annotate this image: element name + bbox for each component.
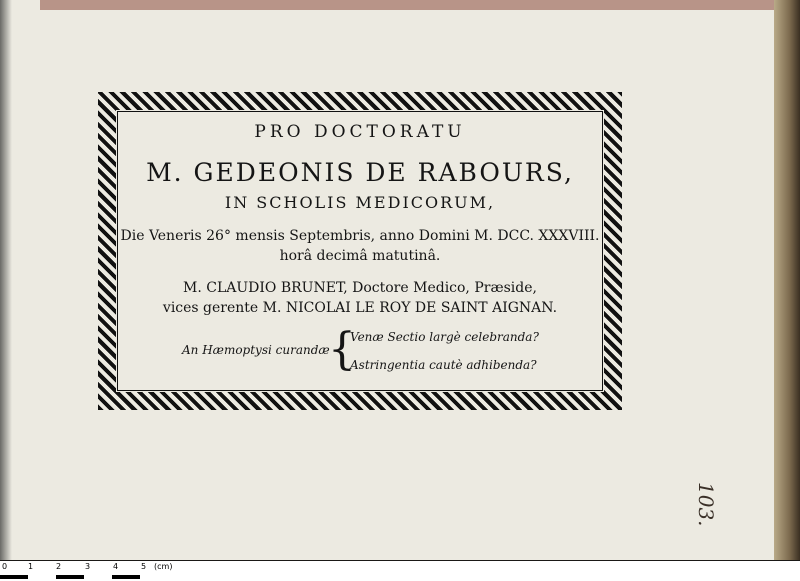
- ruler-label: 4: [113, 562, 119, 571]
- thesis-question: An Hæmoptysi curandæ: [182, 343, 330, 357]
- hour-line: horâ decimâ matutinâ.: [279, 248, 441, 264]
- school-line: IN SCHOLIS MEDICORUM,: [224, 193, 496, 212]
- thesis-option-1: Venæ Sectio largè celebranda?: [350, 330, 539, 344]
- page-top-edge: [40, 0, 780, 10]
- ruler-unit: (cm): [154, 562, 173, 571]
- ruler-label: 5: [141, 562, 147, 571]
- thesis-option-2: Astringentia cautè adhibenda?: [350, 358, 537, 372]
- candidate-name: M. GEDEONIS DE RABOURS,: [146, 158, 574, 187]
- president-line: M. CLAUDIO BRUNET, Doctore Medico, Præside,: [183, 280, 537, 296]
- page-number: 103.: [694, 482, 718, 527]
- book-edge: [774, 0, 800, 560]
- heading: PRO DOCTORATU: [254, 122, 466, 142]
- ruler-label: 3: [85, 562, 91, 571]
- brace-icon: {: [328, 324, 356, 375]
- date-line: Die Veneris 26° mensis Septembris, anno Domini M. DCC. XXXVIII.: [120, 228, 600, 244]
- deputy-line: vices gerente M. NICOLAI LE ROY DE SAINT AIGNAN.: [162, 300, 558, 316]
- ruler-label: 0: [2, 562, 8, 571]
- ruler-label: 1: [28, 562, 34, 571]
- ruler-label: 2: [56, 562, 62, 571]
- ruler-bar: [0, 575, 145, 579]
